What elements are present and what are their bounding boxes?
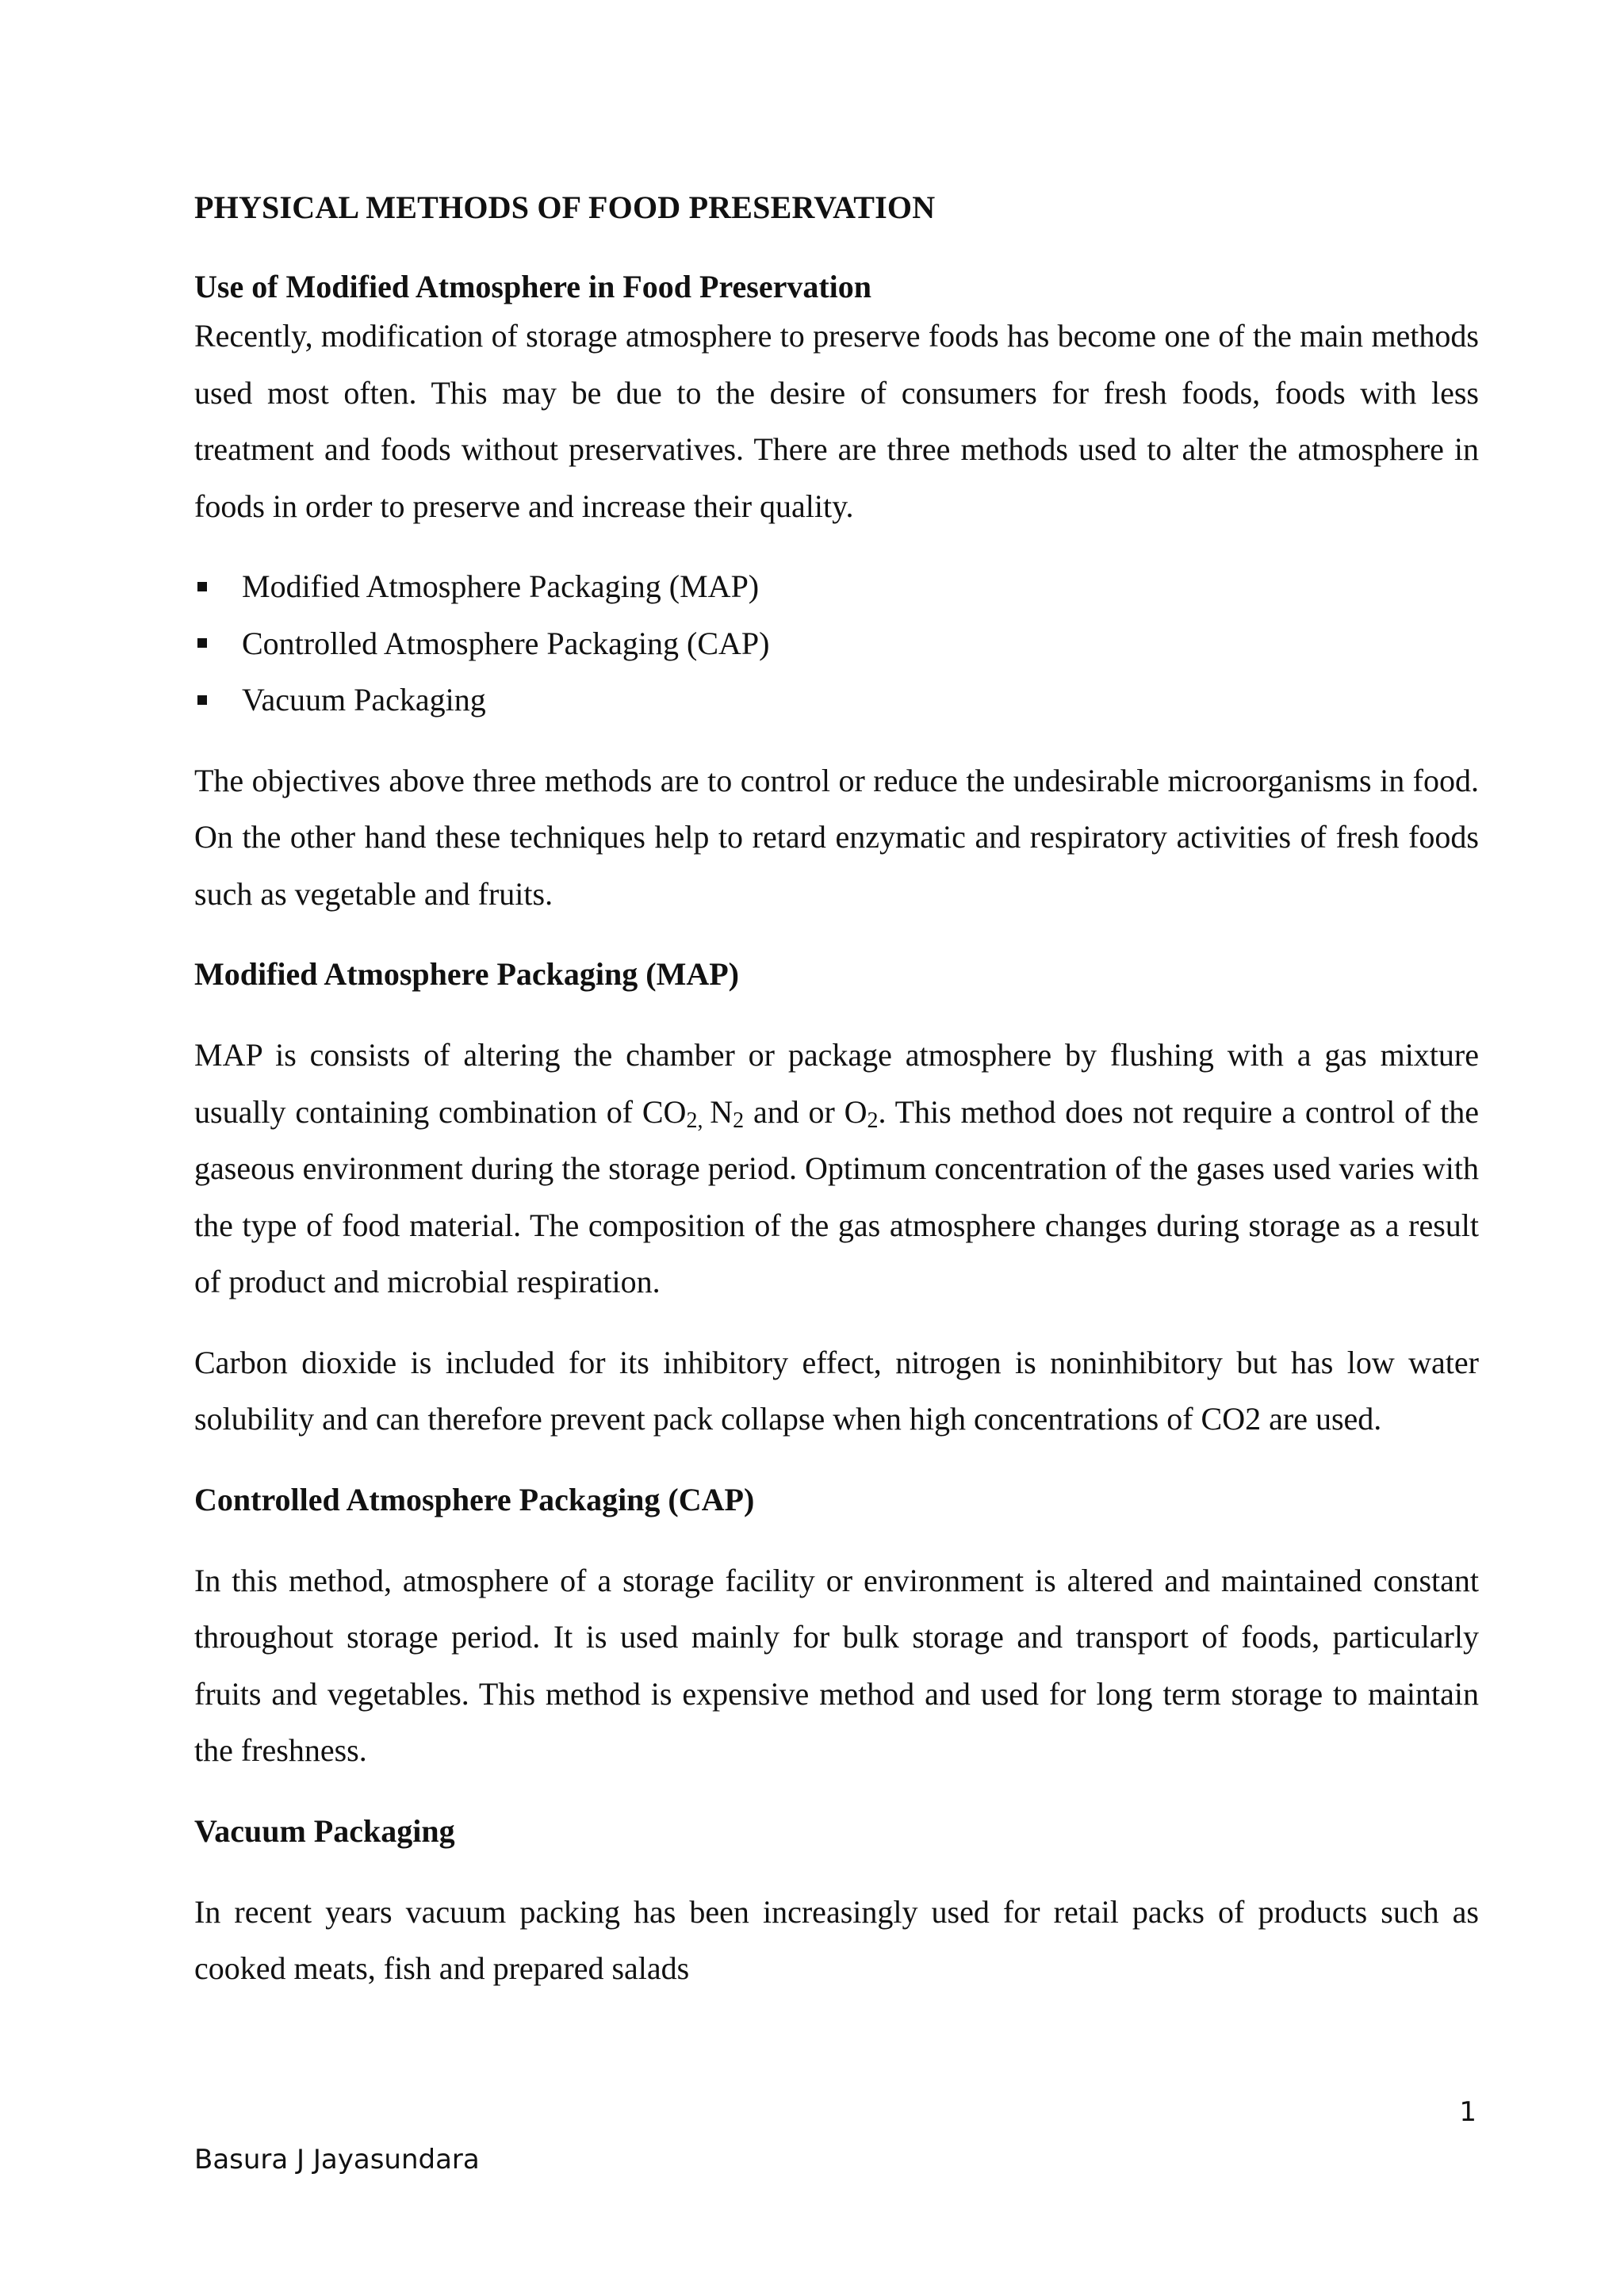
list-item-label: Modified Atmosphere Packaging (MAP) <box>242 568 760 604</box>
map-heading: Modified Atmosphere Packaging (MAP) <box>194 956 739 992</box>
subscript: 2, <box>686 1108 710 1133</box>
vacuum-heading: Vacuum Packaging <box>194 1812 455 1849</box>
map-paragraph-2: Carbon dioxide is included for its inhibitory effect, nitrogen is noninhibitory but has low water solubility and can therefore prevent pack collapse when high concentrations of CO2 are used. <box>194 1344 1479 1437</box>
square-bullet-icon <box>197 695 207 705</box>
list-item <box>194 615 1479 672</box>
subscript: 2 <box>867 1108 879 1133</box>
square-bullet-icon <box>197 638 207 648</box>
document-title: PHYSICAL METHODS OF FOOD PRESERVATION <box>194 189 936 225</box>
map-text: N <box>710 1093 733 1130</box>
square-bullet-icon <box>197 582 207 591</box>
page-number: 1 <box>1459 2096 1477 2128</box>
cap-paragraph: In this method, atmosphere of a storage facility or environment is altered and maintained constant throughout storage period. It is used mainly for bulk storage and transport of foods, particularly fruits and vegetables. This method is expensive method and used for long term storage to maintain the freshness. <box>194 1562 1479 1768</box>
page-content <box>194 187 1479 1997</box>
list-item-label: Controlled Atmosphere Packaging (CAP) <box>242 625 770 661</box>
intro-heading: Use of Modified Atmosphere in Food Preservation <box>194 269 872 304</box>
map-text: MAP is consists of altering the chamber or package atmosphere by flushing with a gas mixture usually containing combination of CO <box>194 1037 1479 1130</box>
map-text: . This method does not require a control of the gaseous environment during the storage period. Optimum concentration of the gases used varies with the type of food material. The composition of the gas atmosphere changes during storage as a result of product and microbial respiration. <box>194 1093 1479 1299</box>
methods-list <box>194 558 1479 729</box>
objectives-paragraph: The objectives above three methods are to control or reduce the undesirable microorganisms in food. On the other hand these techniques help to retard enzymatic and respiratory activities of fresh foods such as vegetable and fruits. <box>194 762 1479 912</box>
map-paragraph-1 <box>194 1027 1479 1311</box>
list-item <box>194 558 1479 615</box>
map-text: and or O <box>744 1093 868 1130</box>
list-item <box>194 672 1479 729</box>
intro-paragraph: Recently, modification of storage atmosphere to preserve foods has become one of the main methods used most often. This may be due to the desire of consumers for fresh foods, foods with less treatment and foods without preservatives. There are three methods used to alter the atmosphere in foods in order to preserve and increase their quality. <box>194 318 1479 524</box>
footer-author: Basura J Jayasundara <box>194 2144 480 2175</box>
cap-heading: Controlled Atmosphere Packaging (CAP) <box>194 1481 755 1517</box>
subscript: 2 <box>733 1108 745 1133</box>
vacuum-paragraph: In recent years vacuum packing has been increasingly used for retail packs of products such as cooked meats, fish and prepared salads <box>194 1893 1479 1986</box>
list-item-label: Vacuum Packaging <box>242 682 486 718</box>
